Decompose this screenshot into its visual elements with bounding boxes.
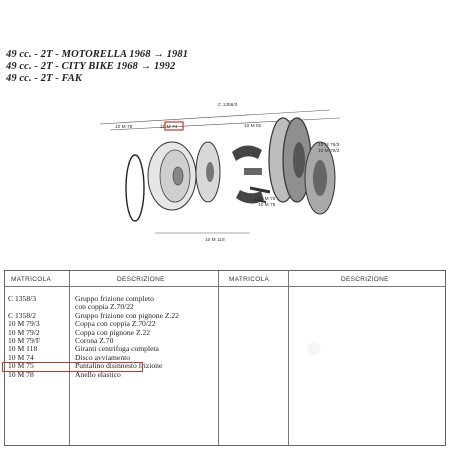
label-d: 10 M 79/2	[318, 149, 340, 154]
label-f: 10 M 82	[244, 124, 262, 129]
spring-piece	[244, 168, 262, 175]
label-b: 10 M 74	[160, 125, 178, 130]
label-c: 10 M 79/3	[318, 143, 340, 148]
desc-cell: Gruppo frizione completo	[75, 294, 154, 303]
exploded-clutch-diagram	[0, 88, 450, 260]
desc-cell: Coppa con pignone Z.22	[75, 327, 151, 337]
code-cell: 10 M 79/F	[8, 335, 41, 345]
watermark-shape	[305, 331, 323, 365]
model-title-fak: 49 cc. - 2T - FAK	[6, 73, 82, 84]
label-top: C 1358/3	[218, 103, 238, 108]
parts-table	[4, 270, 446, 446]
code-cell: 10 M 79/3	[8, 319, 40, 329]
model-title-city-bike: 49 cc. - 2T - CITY BIKE 1968 → 1992	[6, 61, 176, 72]
desc-cell: con coppia Z.70/22	[75, 302, 134, 312]
clutch-bell-group	[269, 118, 311, 202]
label-g: 10 M 75	[258, 197, 276, 202]
header-descrizione-right: DESCRIZIONE	[341, 276, 389, 283]
circlip-ring	[126, 155, 144, 221]
desc-cell: Giranti centrifuga completa	[75, 344, 159, 354]
centrifugal-weights-group	[148, 142, 196, 210]
header-descrizione-left: DESCRIZIONE	[117, 276, 165, 283]
desc-cell: Coppa con coppia Z.70/22	[75, 319, 156, 329]
code-cell: 10 M 118	[8, 344, 38, 354]
label-a: 10 M 79	[115, 125, 133, 130]
desc-cell: Puntalino disinnesto frizione	[75, 361, 163, 371]
code-cell: 10 M 78	[8, 369, 34, 379]
label-bottom: 10 M 118	[205, 238, 225, 243]
header-matricola-left: MATRICOLA	[11, 276, 52, 283]
desc-cell: Corona Z.70	[75, 335, 114, 345]
catalog-title-block	[6, 49, 306, 85]
code-cell: 10 M 74	[8, 352, 34, 362]
highlighted-row-box	[2, 362, 143, 372]
desc-cell: Anello elastico	[75, 369, 121, 379]
code-cell: C 1358/3	[8, 294, 37, 303]
label-h: 10 M 78	[258, 203, 276, 208]
start-disc-group	[196, 142, 220, 202]
desc-cell: Disco avviamento	[75, 352, 131, 362]
code-cell: 10 M 75	[8, 361, 34, 371]
model-title-motorella: 49 cc. - 2T - MOTORELLA 1968 → 1981	[6, 49, 189, 60]
code-cell: C 1358/2	[8, 310, 37, 320]
code-cell: 10 M 79/2	[8, 327, 40, 337]
header-matricola-right: MATRICOLA	[229, 276, 270, 283]
desc-cell: Gruppo frizione con pignone Z.22	[75, 310, 179, 320]
